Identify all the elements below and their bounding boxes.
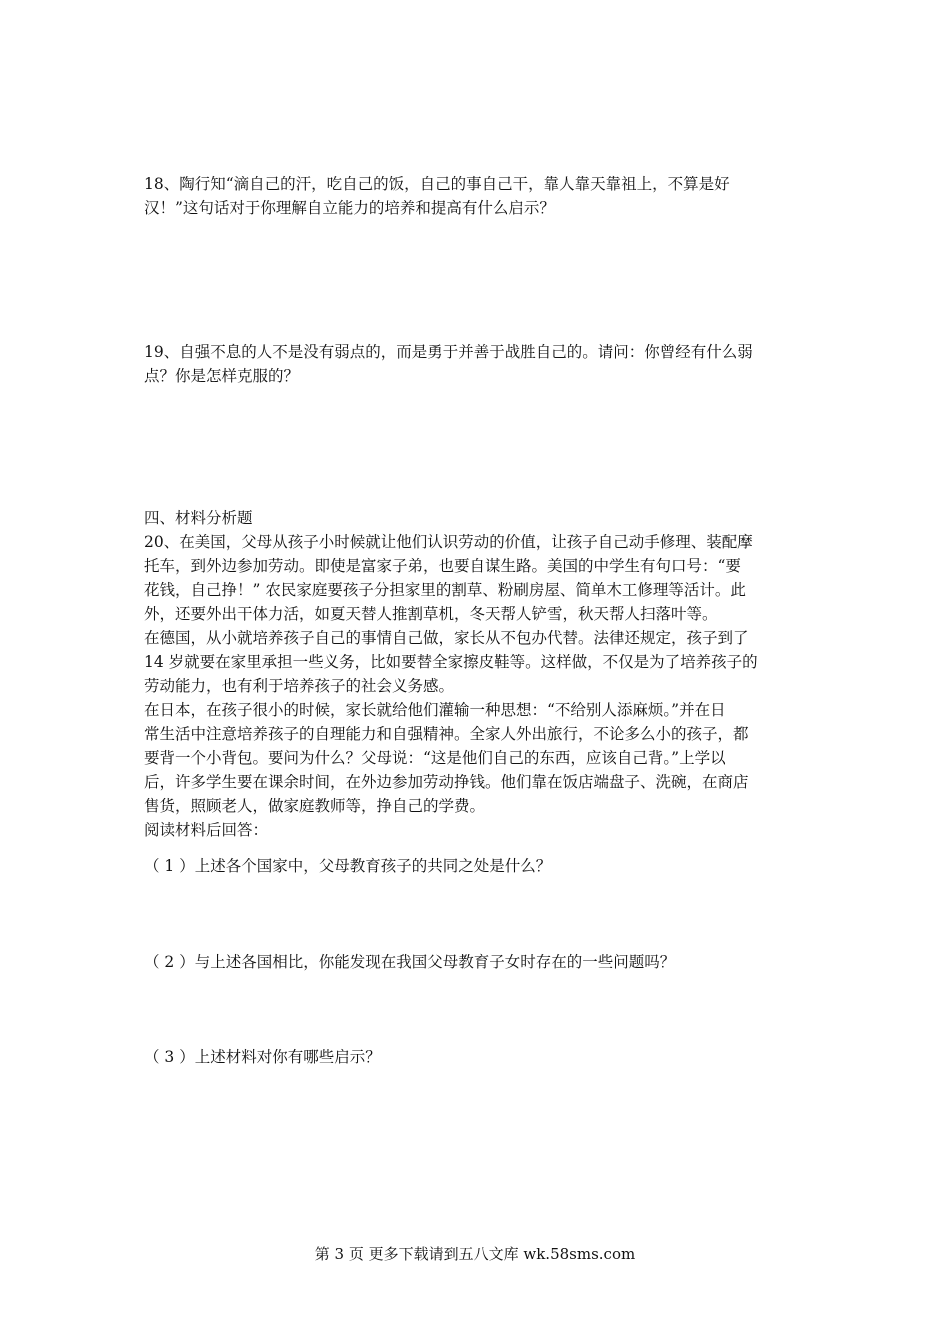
sub-question-2-text: （ 2 ）与上述各国相比，你能发现在我国父母教育子女时存在的一些问题吗？ — [144, 953, 676, 971]
question-18-line-1: 18、陶行知“滴自己的汗，吃自己的饭，自己的事自己干，靠人靠天靠祖上，不算是好 — [144, 175, 730, 193]
question-19 — [144, 340, 810, 388]
question-18 — [144, 172, 810, 220]
material-line: 在日本，在孩子很小的时候，家长就给他们灌输一种思想：“不给别人添麻烦。”并在日 — [144, 701, 726, 719]
material-line: 托车，到外边参加劳动。即使是富家子弟，也要自谋生路。美国的中学生有句口号：“要 — [144, 557, 741, 575]
page-footer: 第 3 页 更多下载请到五八文库 wk.58sms.com — [314, 1245, 636, 1263]
material-line: 常生活中注意培养孩子的自理能力和自强精神。全家人外出旅行，不论多么小的孩子，都 — [144, 725, 749, 743]
section-material-analysis — [144, 506, 810, 842]
sub-question-1-text: （ 1 ）上述各个国家中，父母教育孩子的共同之处是什么？ — [144, 857, 552, 875]
material-line: 后，许多学生要在课余时间，在外边参加劳动挣钱。他们靠在饭店端盘子、洗碗，在商店 — [144, 773, 749, 791]
question-18-line-2: 汉！”这句话对于你理解自立能力的培养和提高有什么启示？ — [144, 199, 555, 217]
material-line: 售货，照顾老人，做家庭教师等，挣自己的学费。 — [144, 797, 486, 815]
material-line: 14 岁就要在家里承担一些义务，比如要替全家擦皮鞋等。这样做，不仅是为了培养孩子的 — [144, 653, 758, 671]
sub-question-3 — [144, 1045, 810, 1069]
sub-question-1 — [144, 854, 810, 878]
sub-question-2 — [144, 950, 810, 974]
material-line: 花钱，自己挣！” 农民家庭要孩子分担家里的割草、粉刷房屋、简单木工修理等活计。此 — [144, 581, 746, 599]
material-line: 20、在美国，父母从孩子小时候就让他们认识劳动的价值，让孩子自己动手修理、装配摩 — [144, 533, 753, 551]
question-19-line-2: 点？你是怎样克服的？ — [144, 367, 300, 385]
question-19-line-1: 19、自强不息的人不是没有弱点的，而是勇于并善于战胜自己的。请问：你曾经有什么弱 — [144, 343, 753, 361]
material-line: 外，还要外出干体力活，如夏天替人推割草机，冬天帮人铲雪，秋天帮人扫落叶等。 — [144, 605, 718, 623]
section-heading: 四、材料分析题 — [144, 509, 253, 527]
read-instruction: 阅读材料后回答： — [144, 821, 269, 839]
material-line: 在德国，从小就培养孩子自己的事情自己做，家长从不包办代替。法律还规定，孩子到了 — [144, 629, 749, 647]
material-line: 劳动能力，也有利于培养孩子的社会义务感。 — [144, 677, 455, 695]
sub-question-3-text: （ 3 ）上述材料对你有哪些启示？ — [144, 1048, 381, 1066]
material-line: 要背一个小背包。要问为什么？父母说：“这是他们自己的东西，应该自己背。”上学以 — [144, 749, 726, 767]
